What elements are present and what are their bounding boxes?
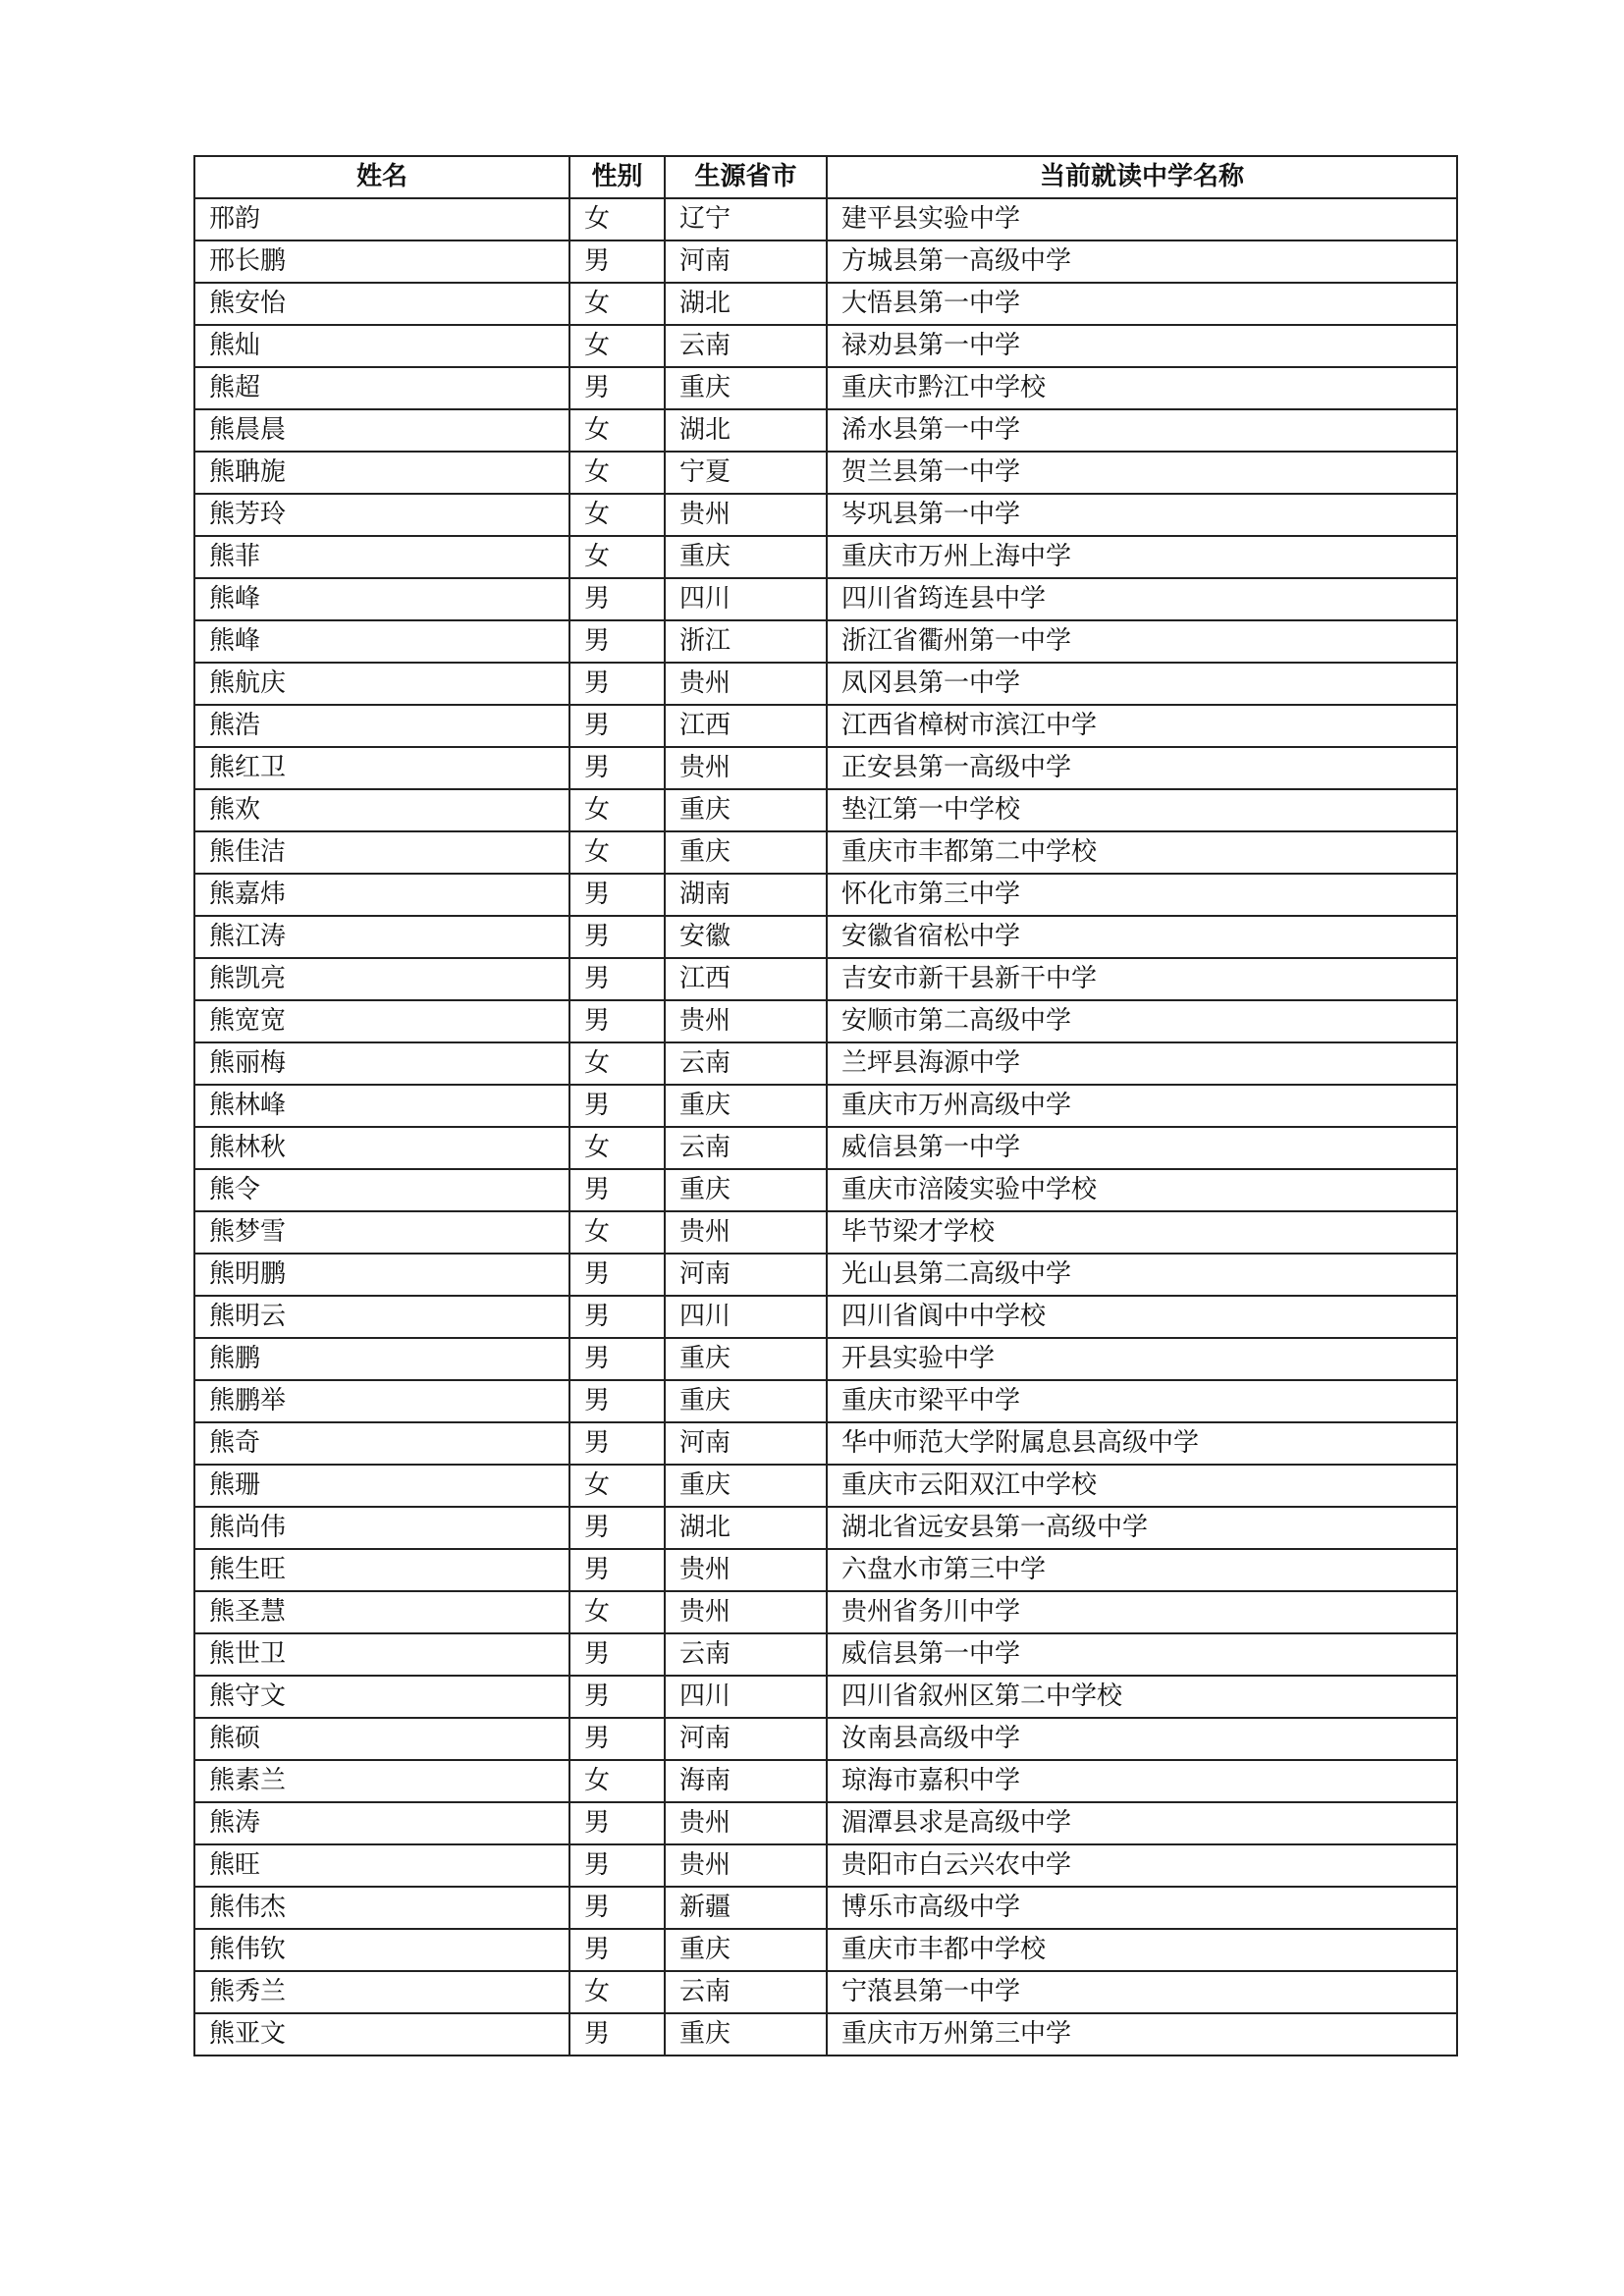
cell-school: 正安县第一高级中学	[827, 747, 1457, 789]
cell-gender: 男	[569, 916, 665, 958]
table-row	[194, 958, 1457, 1000]
cell-school: 华中师范大学附属息县高级中学	[827, 1422, 1457, 1465]
cell-gender: 女	[569, 536, 665, 578]
cell-gender: 男	[569, 1844, 665, 1887]
cell-name: 熊丽梅	[194, 1042, 569, 1085]
table-row	[194, 325, 1457, 367]
cell-name: 熊硕	[194, 1718, 569, 1760]
cell-name: 熊旺	[194, 1844, 569, 1887]
cell-name: 熊涛	[194, 1802, 569, 1844]
cell-school: 贺兰县第一中学	[827, 452, 1457, 494]
cell-school: 琼海市嘉积中学	[827, 1760, 1457, 1802]
table-row	[194, 1042, 1457, 1085]
cell-name: 熊守文	[194, 1676, 569, 1718]
cell-name: 熊秀兰	[194, 1971, 569, 2013]
cell-name: 熊令	[194, 1169, 569, 1211]
cell-gender: 女	[569, 198, 665, 240]
cell-province: 重庆	[665, 2013, 827, 2056]
table-row	[194, 536, 1457, 578]
cell-gender: 女	[569, 1127, 665, 1169]
cell-school: 重庆市万州第三中学	[827, 2013, 1457, 2056]
cell-gender: 男	[569, 1676, 665, 1718]
header-name: 姓名	[194, 156, 569, 198]
cell-name: 熊尚伟	[194, 1507, 569, 1549]
cell-school: 重庆市万州上海中学	[827, 536, 1457, 578]
header-province: 生源省市	[665, 156, 827, 198]
cell-gender: 男	[569, 620, 665, 663]
table-row	[194, 1676, 1457, 1718]
cell-school: 吉安市新干县新干中学	[827, 958, 1457, 1000]
cell-province: 湖北	[665, 1507, 827, 1549]
header-school: 当前就读中学名称	[827, 156, 1457, 198]
cell-school: 垫江第一中学校	[827, 789, 1457, 831]
table-row	[194, 1591, 1457, 1633]
cell-school: 光山县第二高级中学	[827, 1254, 1457, 1296]
cell-name: 熊红卫	[194, 747, 569, 789]
cell-name: 熊芳玲	[194, 494, 569, 536]
cell-province: 湖北	[665, 283, 827, 325]
cell-name: 熊明云	[194, 1296, 569, 1338]
table-row	[194, 1254, 1457, 1296]
table-row	[194, 1802, 1457, 1844]
cell-name: 熊峰	[194, 578, 569, 620]
table-row	[194, 1169, 1457, 1211]
cell-gender: 男	[569, 1422, 665, 1465]
cell-name: 熊鹏举	[194, 1380, 569, 1422]
cell-gender: 男	[569, 1380, 665, 1422]
table-row	[194, 916, 1457, 958]
cell-province: 贵州	[665, 1844, 827, 1887]
cell-school: 兰坪县海源中学	[827, 1042, 1457, 1085]
cell-province: 海南	[665, 1760, 827, 1802]
cell-school: 六盘水市第三中学	[827, 1549, 1457, 1591]
table-row	[194, 620, 1457, 663]
table-row	[194, 831, 1457, 874]
table-row	[194, 1422, 1457, 1465]
cell-name: 熊奇	[194, 1422, 569, 1465]
cell-school: 博乐市高级中学	[827, 1887, 1457, 1929]
cell-school: 开县实验中学	[827, 1338, 1457, 1380]
cell-school: 建平县实验中学	[827, 198, 1457, 240]
cell-school: 凤冈县第一中学	[827, 663, 1457, 705]
table-row	[194, 409, 1457, 452]
cell-gender: 男	[569, 1296, 665, 1338]
table-row	[194, 578, 1457, 620]
cell-school: 安徽省宿松中学	[827, 916, 1457, 958]
cell-gender: 女	[569, 1211, 665, 1254]
table-row	[194, 2013, 1457, 2056]
cell-name: 熊林峰	[194, 1085, 569, 1127]
cell-name: 熊伟杰	[194, 1887, 569, 1929]
cell-school: 湖北省远安县第一高级中学	[827, 1507, 1457, 1549]
cell-school: 安顺市第二高级中学	[827, 1000, 1457, 1042]
cell-province: 重庆	[665, 367, 827, 409]
cell-name: 熊林秋	[194, 1127, 569, 1169]
cell-school: 重庆市丰都中学校	[827, 1929, 1457, 1971]
cell-province: 湖南	[665, 874, 827, 916]
cell-province: 安徽	[665, 916, 827, 958]
cell-gender: 男	[569, 1887, 665, 1929]
cell-school: 四川省筠连县中学	[827, 578, 1457, 620]
cell-gender: 男	[569, 663, 665, 705]
table-row	[194, 1000, 1457, 1042]
cell-school: 重庆市云阳双江中学校	[827, 1465, 1457, 1507]
cell-name: 熊亚文	[194, 2013, 569, 2056]
cell-school: 湄潭县求是高级中学	[827, 1802, 1457, 1844]
cell-school: 禄劝县第一中学	[827, 325, 1457, 367]
cell-school: 汝南县高级中学	[827, 1718, 1457, 1760]
table-row	[194, 1465, 1457, 1507]
cell-gender: 男	[569, 1085, 665, 1127]
cell-province: 重庆	[665, 789, 827, 831]
cell-name: 熊晨晨	[194, 409, 569, 452]
cell-gender: 男	[569, 1507, 665, 1549]
cell-school: 宁蒗县第一中学	[827, 1971, 1457, 2013]
table-row	[194, 1718, 1457, 1760]
cell-province: 宁夏	[665, 452, 827, 494]
cell-province: 河南	[665, 240, 827, 283]
cell-province: 湖北	[665, 409, 827, 452]
cell-name: 熊珊	[194, 1465, 569, 1507]
cell-name: 熊佳洁	[194, 831, 569, 874]
table-row	[194, 452, 1457, 494]
cell-gender: 男	[569, 367, 665, 409]
table-row	[194, 367, 1457, 409]
cell-gender: 女	[569, 789, 665, 831]
table-row	[194, 789, 1457, 831]
cell-name: 熊圣慧	[194, 1591, 569, 1633]
cell-school: 贵州省务川中学	[827, 1591, 1457, 1633]
cell-school: 威信县第一中学	[827, 1633, 1457, 1676]
table-row	[194, 1633, 1457, 1676]
cell-gender: 女	[569, 325, 665, 367]
cell-name: 熊素兰	[194, 1760, 569, 1802]
cell-school: 贵阳市白云兴农中学	[827, 1844, 1457, 1887]
cell-name: 熊超	[194, 367, 569, 409]
header-gender: 性别	[569, 156, 665, 198]
cell-gender: 女	[569, 283, 665, 325]
cell-gender: 男	[569, 2013, 665, 2056]
cell-province: 云南	[665, 325, 827, 367]
cell-school: 重庆市万州高级中学	[827, 1085, 1457, 1127]
cell-province: 浙江	[665, 620, 827, 663]
cell-name: 熊明鹏	[194, 1254, 569, 1296]
cell-province: 重庆	[665, 1169, 827, 1211]
cell-gender: 女	[569, 1591, 665, 1633]
cell-name: 熊航庆	[194, 663, 569, 705]
cell-province: 新疆	[665, 1887, 827, 1929]
cell-school: 怀化市第三中学	[827, 874, 1457, 916]
cell-province: 重庆	[665, 831, 827, 874]
cell-province: 重庆	[665, 1380, 827, 1422]
cell-gender: 男	[569, 1338, 665, 1380]
table-row	[194, 874, 1457, 916]
cell-province: 重庆	[665, 536, 827, 578]
cell-gender: 男	[569, 874, 665, 916]
table-row	[194, 198, 1457, 240]
cell-gender: 女	[569, 409, 665, 452]
cell-province: 云南	[665, 1633, 827, 1676]
cell-province: 云南	[665, 1127, 827, 1169]
cell-province: 贵州	[665, 1591, 827, 1633]
table-row	[194, 1844, 1457, 1887]
table-row	[194, 1549, 1457, 1591]
cell-province: 四川	[665, 1676, 827, 1718]
cell-school: 大悟县第一中学	[827, 283, 1457, 325]
cell-province: 贵州	[665, 747, 827, 789]
cell-school: 浠水县第一中学	[827, 409, 1457, 452]
cell-gender: 女	[569, 1042, 665, 1085]
cell-name: 熊欢	[194, 789, 569, 831]
table-row	[194, 1971, 1457, 2013]
cell-province: 河南	[665, 1254, 827, 1296]
cell-gender: 男	[569, 578, 665, 620]
table-row	[194, 283, 1457, 325]
cell-name: 熊安怡	[194, 283, 569, 325]
cell-province: 重庆	[665, 1465, 827, 1507]
cell-school: 威信县第一中学	[827, 1127, 1457, 1169]
cell-gender: 男	[569, 240, 665, 283]
cell-province: 重庆	[665, 1085, 827, 1127]
cell-school: 毕节梁才学校	[827, 1211, 1457, 1254]
table-row	[194, 1380, 1457, 1422]
table-row	[194, 240, 1457, 283]
cell-name: 熊梦雪	[194, 1211, 569, 1254]
cell-province: 江西	[665, 705, 827, 747]
student-roster-table	[193, 155, 1458, 2056]
cell-province: 辽宁	[665, 198, 827, 240]
table-row	[194, 494, 1457, 536]
table-row	[194, 747, 1457, 789]
table-row	[194, 1887, 1457, 1929]
cell-province: 四川	[665, 578, 827, 620]
table-row	[194, 663, 1457, 705]
cell-name: 熊峰	[194, 620, 569, 663]
cell-gender: 女	[569, 452, 665, 494]
cell-school: 重庆市丰都第二中学校	[827, 831, 1457, 874]
cell-gender: 男	[569, 1633, 665, 1676]
cell-province: 重庆	[665, 1338, 827, 1380]
cell-name: 熊嘉炜	[194, 874, 569, 916]
cell-province: 贵州	[665, 1000, 827, 1042]
cell-gender: 男	[569, 1169, 665, 1211]
cell-province: 河南	[665, 1718, 827, 1760]
cell-gender: 男	[569, 1802, 665, 1844]
cell-gender: 女	[569, 494, 665, 536]
cell-gender: 女	[569, 831, 665, 874]
cell-school: 浙江省衢州第一中学	[827, 620, 1457, 663]
cell-gender: 女	[569, 1760, 665, 1802]
cell-gender: 女	[569, 1971, 665, 2013]
cell-name: 熊宽宽	[194, 1000, 569, 1042]
cell-gender: 女	[569, 1465, 665, 1507]
cell-province: 贵州	[665, 1549, 827, 1591]
cell-province: 河南	[665, 1422, 827, 1465]
cell-gender: 男	[569, 1000, 665, 1042]
cell-school: 四川省阆中中学校	[827, 1296, 1457, 1338]
header-row	[194, 156, 1457, 198]
cell-gender: 男	[569, 1254, 665, 1296]
cell-name: 熊灿	[194, 325, 569, 367]
cell-province: 江西	[665, 958, 827, 1000]
table-row	[194, 1296, 1457, 1338]
cell-gender: 男	[569, 1549, 665, 1591]
cell-gender: 男	[569, 1929, 665, 1971]
table-row	[194, 1211, 1457, 1254]
cell-province: 重庆	[665, 1929, 827, 1971]
cell-gender: 男	[569, 958, 665, 1000]
table-row	[194, 1085, 1457, 1127]
cell-name: 熊浩	[194, 705, 569, 747]
cell-school: 方城县第一高级中学	[827, 240, 1457, 283]
cell-school: 重庆市梁平中学	[827, 1380, 1457, 1422]
cell-province: 云南	[665, 1971, 827, 2013]
cell-province: 四川	[665, 1296, 827, 1338]
cell-name: 熊鹏	[194, 1338, 569, 1380]
cell-name: 熊菲	[194, 536, 569, 578]
cell-province: 贵州	[665, 663, 827, 705]
cell-gender: 男	[569, 747, 665, 789]
table-row	[194, 1929, 1457, 1971]
cell-name: 熊江涛	[194, 916, 569, 958]
cell-province: 贵州	[665, 1211, 827, 1254]
cell-name: 熊聃旎	[194, 452, 569, 494]
cell-province: 云南	[665, 1042, 827, 1085]
cell-name: 邢韵	[194, 198, 569, 240]
cell-gender: 男	[569, 1718, 665, 1760]
cell-name: 邢长鹏	[194, 240, 569, 283]
cell-school: 重庆市黔江中学校	[827, 367, 1457, 409]
table-row	[194, 1507, 1457, 1549]
cell-province: 贵州	[665, 1802, 827, 1844]
cell-name: 熊世卫	[194, 1633, 569, 1676]
cell-name: 熊生旺	[194, 1549, 569, 1591]
table-row	[194, 1338, 1457, 1380]
table-row	[194, 705, 1457, 747]
cell-name: 熊凯亮	[194, 958, 569, 1000]
cell-school: 江西省樟树市滨江中学	[827, 705, 1457, 747]
cell-gender: 男	[569, 705, 665, 747]
cell-name: 熊伟钦	[194, 1929, 569, 1971]
table-row	[194, 1760, 1457, 1802]
table-body	[194, 198, 1457, 2056]
cell-province: 贵州	[665, 494, 827, 536]
cell-school: 重庆市涪陵实验中学校	[827, 1169, 1457, 1211]
cell-school: 四川省叙州区第二中学校	[827, 1676, 1457, 1718]
table-row	[194, 1127, 1457, 1169]
cell-school: 岑巩县第一中学	[827, 494, 1457, 536]
